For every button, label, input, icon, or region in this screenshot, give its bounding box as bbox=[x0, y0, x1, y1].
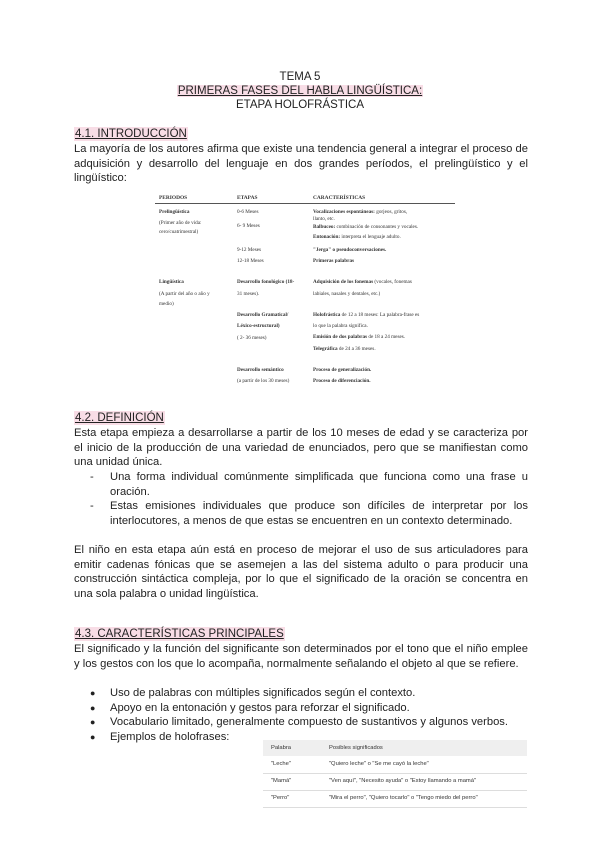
table-row bbox=[263, 790, 527, 808]
list-item: - Una forma individual comúnmente simplificada que funciona como una frase u oración. bbox=[90, 471, 528, 498]
stage-item: (a partir de los 30 meses) bbox=[237, 378, 290, 384]
stage-item: ( 2- 36 meses) bbox=[237, 335, 267, 341]
list-item: ● Uso de palabras con múltiples significados según el contexto. bbox=[90, 687, 416, 699]
holophrase-word: "Mamá" bbox=[271, 778, 292, 784]
feature-item: Proceso de diferenciación. bbox=[313, 378, 371, 384]
definition-paragraph-2: El niño en esta etapa aún está en proceso de mejorar el uso de sus articuladores para emitir cadenas fónicas que se asemejen a las del sistema adulto o para producir una construcción sintáctica compleja, por lo que el significado de la oración se concentra en una sola palabra o unidad lingüística. bbox=[74, 544, 528, 600]
column-header-significados: Posibles significados bbox=[329, 745, 383, 751]
section-heading-introduccion: 4.1. INTRODUCCIÓN bbox=[75, 128, 187, 140]
table-row bbox=[263, 756, 527, 774]
feature-item: Telegráfica de 24 a 36 meses. bbox=[313, 346, 376, 352]
table-header-etapas: ETAPAS bbox=[237, 195, 258, 201]
stage-item: 9-12 Meses bbox=[237, 247, 262, 253]
list-item: ● Ejemplos de holofrases: bbox=[90, 730, 230, 743]
document-subtitle: ETAPA HOLOFRÁSTICA bbox=[235, 99, 365, 111]
feature-item: Adquisición de los fonemas (vocales, fonemas bbox=[313, 279, 412, 285]
table-header-periodos: PERIODOS bbox=[159, 195, 188, 201]
feature-item: llanto, etc. bbox=[313, 216, 335, 222]
stage-item: 0-6 Meses bbox=[237, 209, 259, 215]
stage-item: 31 meses). bbox=[237, 291, 260, 297]
holophrase-word: "Leche" bbox=[271, 761, 291, 767]
holophrase-meaning: "Mira el perro", "Quiero tocarlo" o "Tengo miedo del perro" bbox=[329, 795, 478, 801]
feature-item: Balbuceo: combinación de consonantes y vocales. bbox=[313, 224, 419, 230]
characteristics-paragraph: El significado y la función del significante son determinados por el tono que el niño emplee y los gestos con los que lo acompaña, normalmente señalando el objeto al que se refiere. bbox=[74, 643, 528, 670]
feature-item: Proceso de generalización. bbox=[313, 367, 372, 373]
section-heading-definicion: 4.2. DEFINICIÓN bbox=[75, 412, 164, 424]
period-note: (Primer año de vida: bbox=[159, 220, 202, 226]
tema-label: TEMA 5 bbox=[279, 71, 321, 83]
holophrase-word: "Perro" bbox=[271, 795, 290, 801]
holophrase-meaning: "Ven aquí", "Necesito ayuda" o "Estoy llamando a mamá" bbox=[329, 778, 477, 784]
list-item: ● Apoyo en la entonación y gestos para reforzar el significado. bbox=[90, 701, 410, 714]
table-row bbox=[263, 773, 527, 791]
holophrase-meaning: "Quiero leche" o "Se me cayó la leche" bbox=[329, 761, 429, 767]
feature-item: Primeras palabras bbox=[313, 258, 355, 264]
feature-item: "Jerga" o pseudoconversaciones. bbox=[313, 247, 387, 253]
period-note: cero/cuatrimestral) bbox=[159, 229, 199, 235]
stage-item: 6- 9 Meses bbox=[237, 223, 260, 229]
definition-bullets bbox=[74, 470, 528, 528]
period-name: Lingüística bbox=[159, 279, 184, 285]
intro-paragraph: La mayoría de los autores afirma que existe una tendencia general a integrar el proceso de adquisición y desarrollo del lenguaje en dos grandes períodos, el prelingüístico y el lingüístico: bbox=[74, 143, 528, 185]
feature-item: Holofrástica de 12 a 18 meses: La palabra-frase es bbox=[313, 312, 420, 318]
stage-item: Desarrollo semántico bbox=[237, 367, 284, 373]
document-title: PRIMERAS FASES DEL HABLA LINGÜÍSTICA: bbox=[177, 85, 423, 97]
period-note: (A partir del año o año y bbox=[159, 291, 210, 297]
stage-item: Léxico-estructural) bbox=[237, 323, 280, 329]
list-item: - Estas emisiones individuales que produce son difíciles de interpretar por los interlocutores, a menos de que estas se encuentren en un contexto determinado. bbox=[90, 500, 528, 527]
feature-item: Vocalizaciones espontáneas: gorjeos, gritos, bbox=[313, 209, 408, 215]
feature-item: lo que la palabra significa. bbox=[313, 323, 368, 329]
feature-item: Entonación: interpreta el lenguaje adulto. bbox=[313, 234, 401, 240]
period-name: Prelingüística bbox=[159, 209, 190, 215]
section-heading-caracteristicas: 4.3. CARACTERÍSTICAS PRINCIPALES bbox=[75, 628, 284, 640]
stage-item: Desarrollo fonológico (18- bbox=[237, 279, 295, 285]
title-block bbox=[0, 70, 600, 112]
table-header-caracteristicas: CARACTERÍSTICAS bbox=[313, 195, 366, 201]
stage-item: 12-18 Meses bbox=[237, 258, 264, 264]
column-header-palabra: Palabra bbox=[271, 745, 291, 751]
list-item: ● Vocabulario limitado, generalmente compuesto de sustantivos y algunos verbos. bbox=[90, 716, 509, 729]
period-note: medio) bbox=[159, 301, 174, 307]
table-rule bbox=[155, 203, 455, 204]
characteristics-bullets bbox=[74, 686, 528, 744]
feature-item: labiales, nasales y dentales, etc.) bbox=[313, 291, 381, 297]
stage-item: Desarrollo Gramatical/ bbox=[237, 312, 289, 318]
definition-paragraph: Esta etapa empieza a desarrollarse a partir de los 10 meses de edad y se caracteriza por el inicio de la producción de una variedad de enunciados, pero que se manifiestan como una unidad única. bbox=[74, 427, 528, 469]
holophrase-table-header bbox=[263, 740, 527, 756]
feature-item: Emisión de dos palabras de 18 a 24 meses. bbox=[313, 334, 406, 340]
